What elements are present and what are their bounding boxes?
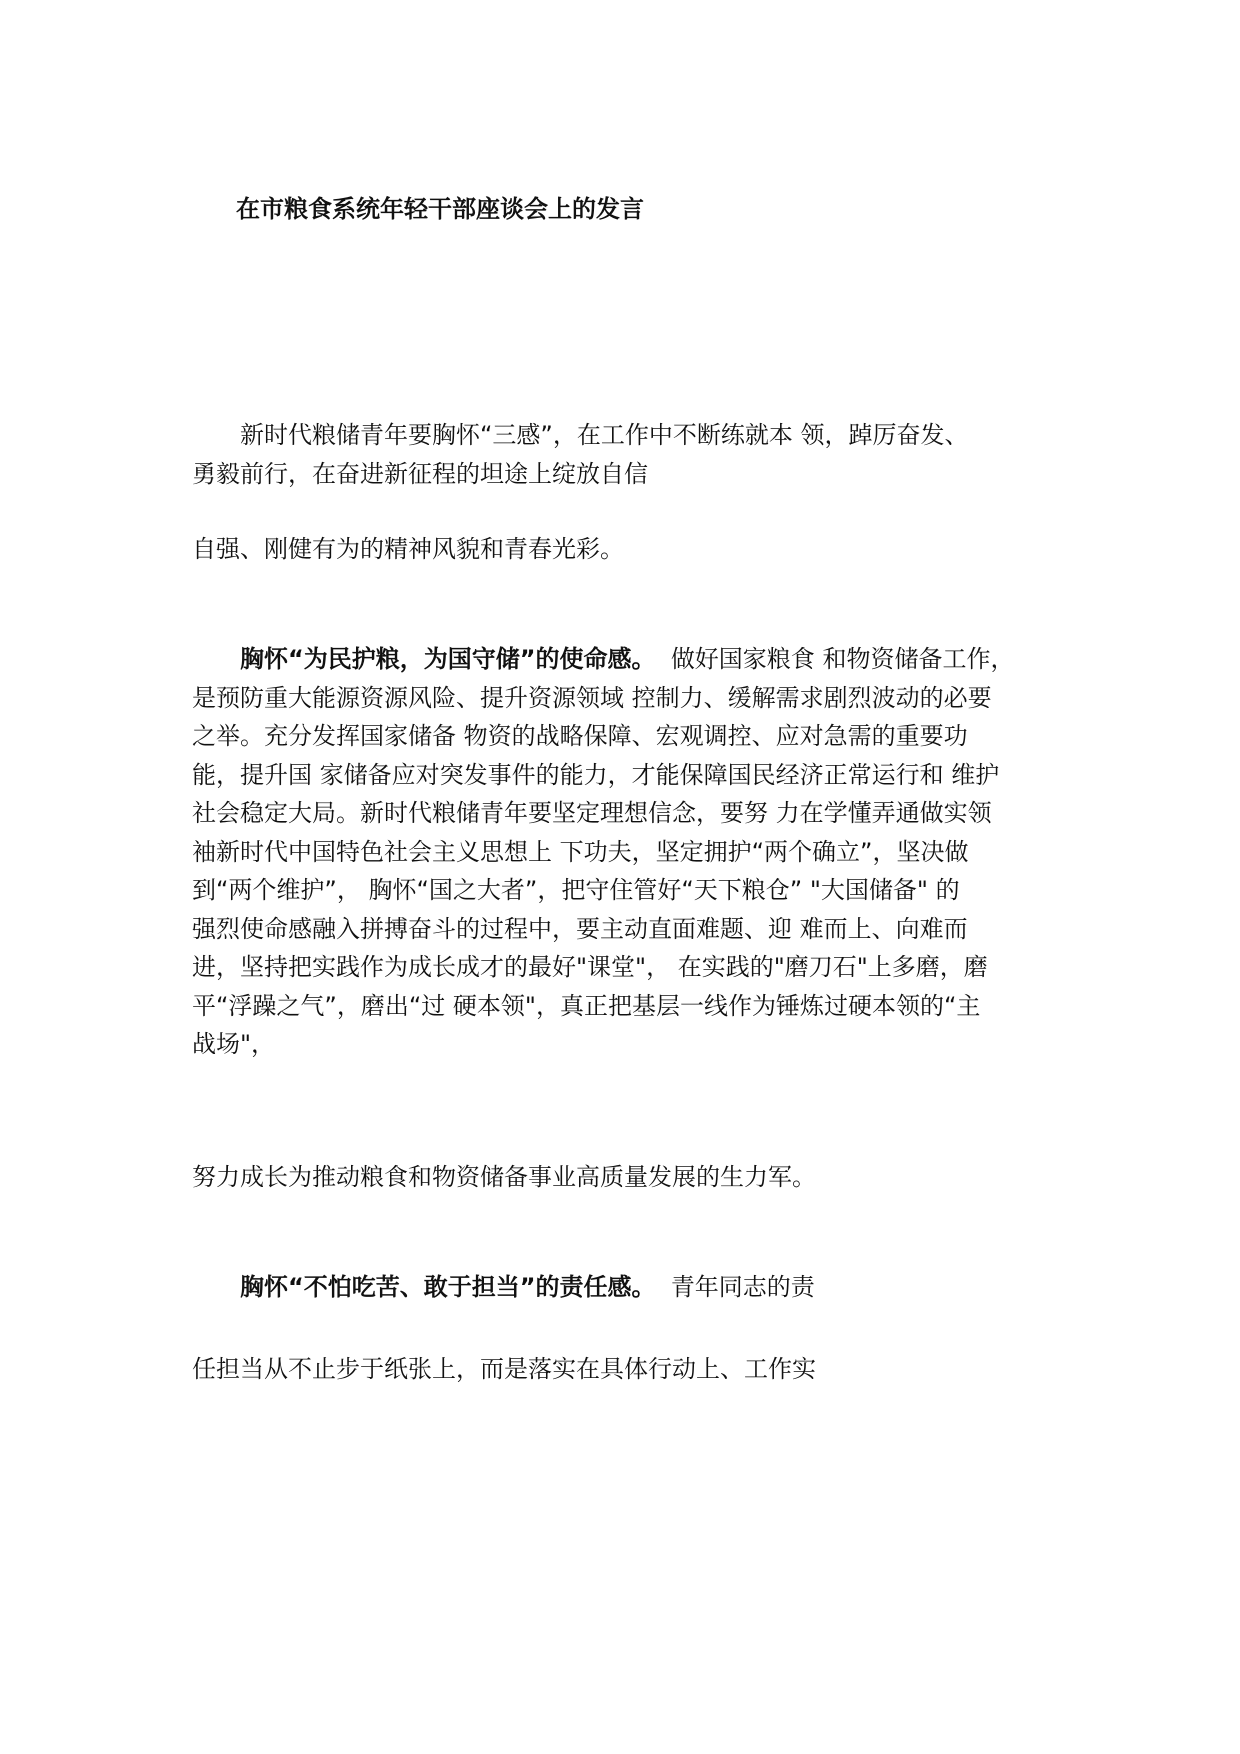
section1-lead: 胸怀“为民护粮，为国守储”的使命感。 xyxy=(240,645,656,673)
section1-line-4: 社会稳定大局。新时代粮储青年要坚定理想信念，要努 力在学懂弄通做实领 xyxy=(192,799,992,827)
section1-tail xyxy=(192,1158,1072,1197)
section2-tail-line: 任担当从不止步于纸张上，而是落实在具体行动上、工作实 xyxy=(192,1355,816,1383)
section2-tail xyxy=(192,1350,1072,1389)
section1-line-9: 平“浮躁之气”，磨出“过 硬本领"，真正把基层一线作为锤炼过硬本领的“主 xyxy=(192,991,981,1020)
section1-tail-line: 努力成长为推动粮食和物资储备事业高质量发展的生力军。 xyxy=(192,1163,816,1191)
section1-line-1: 是预防重大能源资源风险、提升资源领域 控制力、缓解需求剧烈波动的必要 xyxy=(192,683,992,712)
intro-paragraph xyxy=(192,416,1072,493)
section1-first-line-rest: 做好国家粮食 和物资储备工作， xyxy=(670,645,1015,673)
section2-paragraph xyxy=(192,1268,1072,1307)
intro-line-1: 新时代粮储青年要胸怀“三感”，在工作中不断练就本 领，踔厉奋发、 xyxy=(240,421,969,449)
section1-line-7: 强烈使命感融入拼搏奋斗的过程中，要主动直面难题、迎 难而上、向难而 xyxy=(192,914,968,943)
section1-line-10: 战场"， xyxy=(192,1030,276,1058)
intro-tail-line: 自强、刚健有为的精神风貌和青春光彩。 xyxy=(192,535,624,563)
intro-tail xyxy=(192,530,1072,569)
document-title: 在市粮食系统年轻干部座谈会上的发言 xyxy=(236,195,644,223)
section1-line-2: 之举。充分发挥国家储备 物资的战略保障、宏观调控、应对急需的重要功 xyxy=(192,722,968,750)
section2-lead: 胸怀“不怕吃苦、敢于担当”的责任感。 xyxy=(240,1273,656,1301)
section1-first-line xyxy=(192,640,1072,679)
section1-line-5: 袖新时代中国特色社会主义思想上 下功夫，坚定拥护“两个确立”，坚决做 xyxy=(192,837,969,866)
section2-first-line xyxy=(192,1268,1072,1307)
section1-line-3: 能，提升国 家储备应对突发事件的能力，才能保障国民经济正常运行和 维护 xyxy=(192,760,1000,789)
section2-first-line-rest: 青年同志的责 xyxy=(670,1273,815,1301)
section1-paragraph xyxy=(192,640,1072,1064)
section1-line-8: 进，坚持把实践作为成长成才的最好"课堂"， 在实践的"磨刀石"上多磨，磨 xyxy=(192,953,988,981)
section1-line-6: 到“两个维护”， 胸怀“国之大者”，把守住管好“天下粮仓” "大国储备" 的 xyxy=(192,876,960,904)
intro-line-2: 勇毅前行，在奋进新征程的坦途上绽放自信 xyxy=(192,459,648,488)
